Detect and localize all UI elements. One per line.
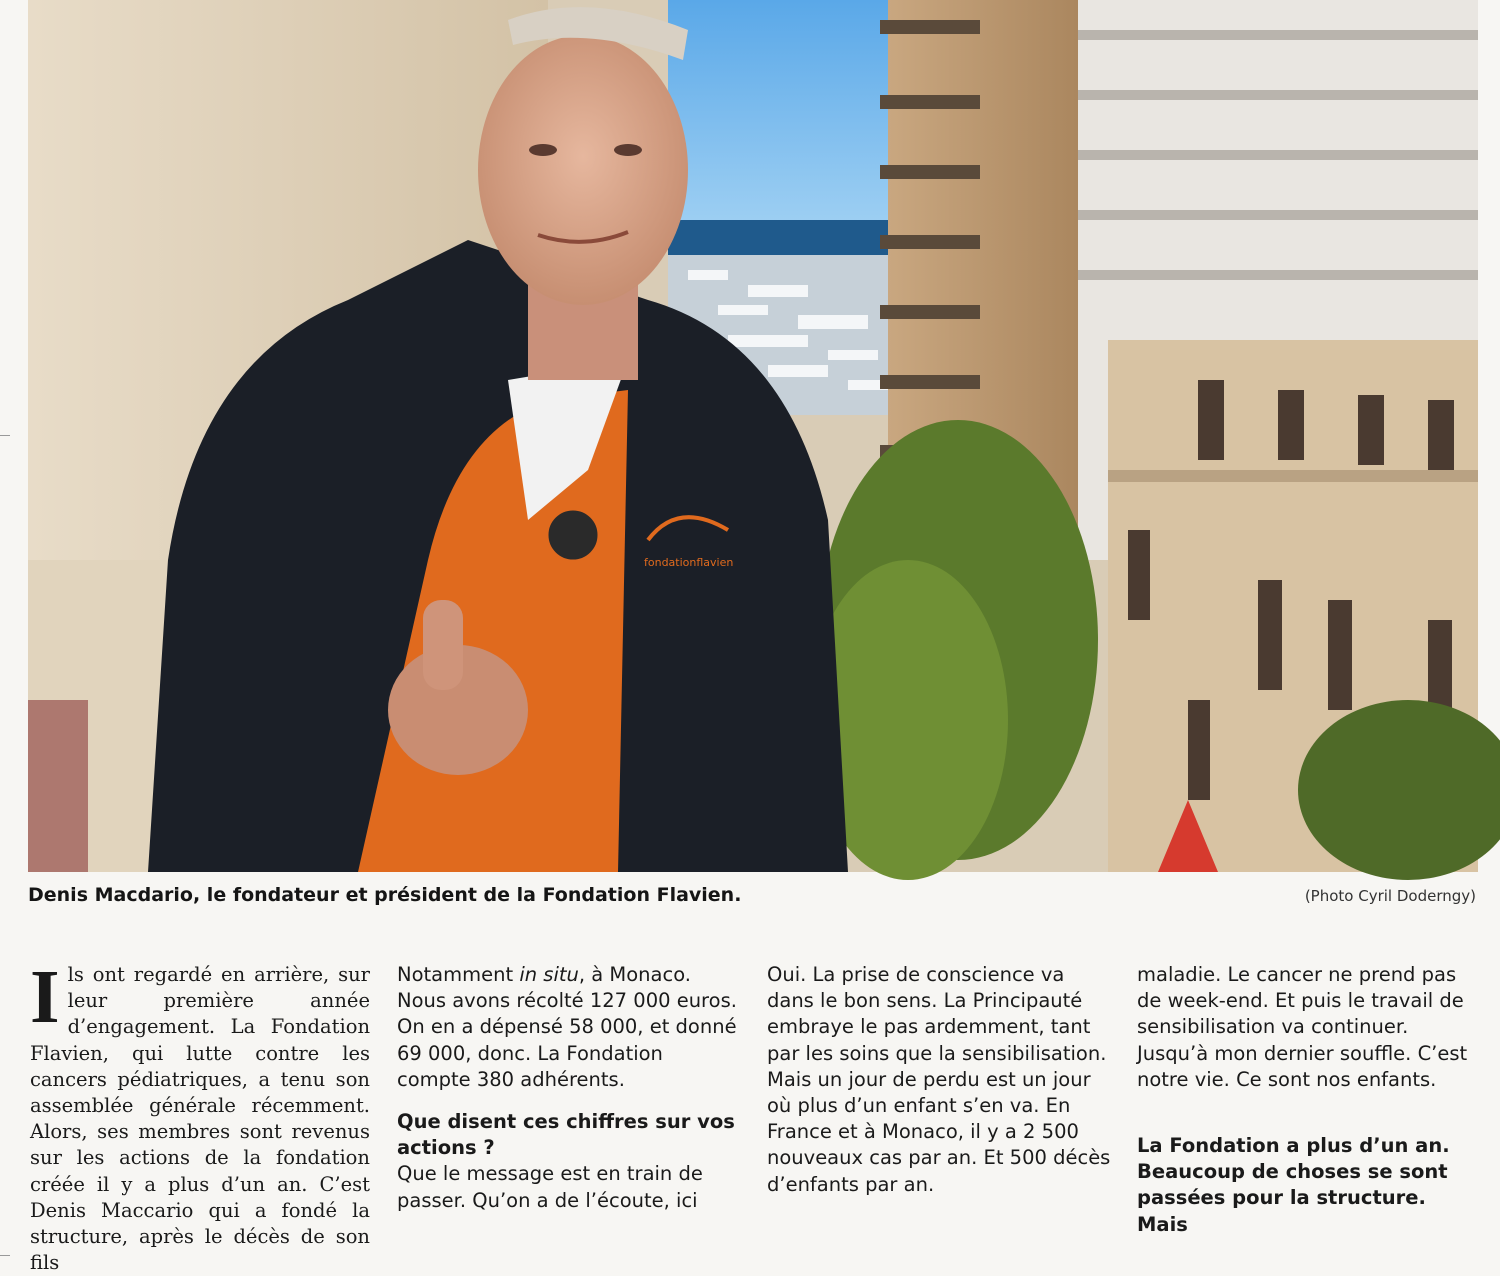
intro-paragraph: [30, 955, 370, 1276]
article-column-1: [30, 955, 370, 1275]
drop-cap: I: [30, 955, 60, 1039]
photo-illustration: [28, 0, 1478, 872]
interview-question: La Fondation a plus d’un an. Beaucoup de choses se sont passées pour la structure. Mais: [1137, 1134, 1450, 1236]
photo-caption: Denis Macdario, le fondateur et président de la Fondation Flavien.: [28, 884, 742, 906]
article-photo: [28, 0, 1478, 872]
margin-tick: [0, 1255, 10, 1256]
jacket-logo-text: fondationflavien: [644, 556, 734, 569]
intro-text: ls ont regardé en arrière, sur leur première année d’engagement. La Fondation Flavien, qui lutte contre les cancers pédiatriques, a tenu son assemblée générale récemment. Alors, ses membres sont revenus sur les actions de la fondation créée il y a plus d’un an. C’est Denis Maccario qui a fondé la structure, après le décès de son fils: [30, 963, 370, 1275]
article-column-3: [767, 962, 1117, 1250]
answer-text: Notamment: [397, 963, 520, 986]
article-column-2: [397, 962, 742, 1250]
answer-paragraph: Oui. La prise de conscience va dans le bon sens. La Principauté embraye le pas ardemment, tant par les soins que la sensibilisation. Mais un jour de perdu est un jour où plus d’un enfant s’en va. En France et à Monaco, il y a 2 500 nouveaux cas par an. Et 500 décès d’enfants par an.: [767, 963, 1111, 1196]
answer-paragraph: maladie. Le cancer ne prend pas de week-end. Et puis le travail de sensibilisation va continuer. Jusqu’à mon dernier souffle. C’est notre vie. Ce sont nos enfants.: [1137, 963, 1468, 1091]
interview-question: Que disent ces chiffres sur vos actions ?: [397, 1110, 735, 1160]
answer-paragraph: Que le message est en train de passer. Qu’on a de l’écoute, ici: [397, 1162, 703, 1212]
article-column-4: [1137, 962, 1482, 1250]
answer-paragraph: [397, 962, 742, 1093]
photo-credit: (Photo Cyril Doderngy): [1304, 887, 1476, 905]
italic-text: in situ: [519, 963, 579, 986]
margin-tick: [0, 435, 10, 436]
answer-text: , à Monaco. Nous avons récolté 127 000 euros. On en a dépensé 58 000, et donné 69 000, donc. La Fondation compte 380 adhérents.: [397, 963, 737, 1091]
